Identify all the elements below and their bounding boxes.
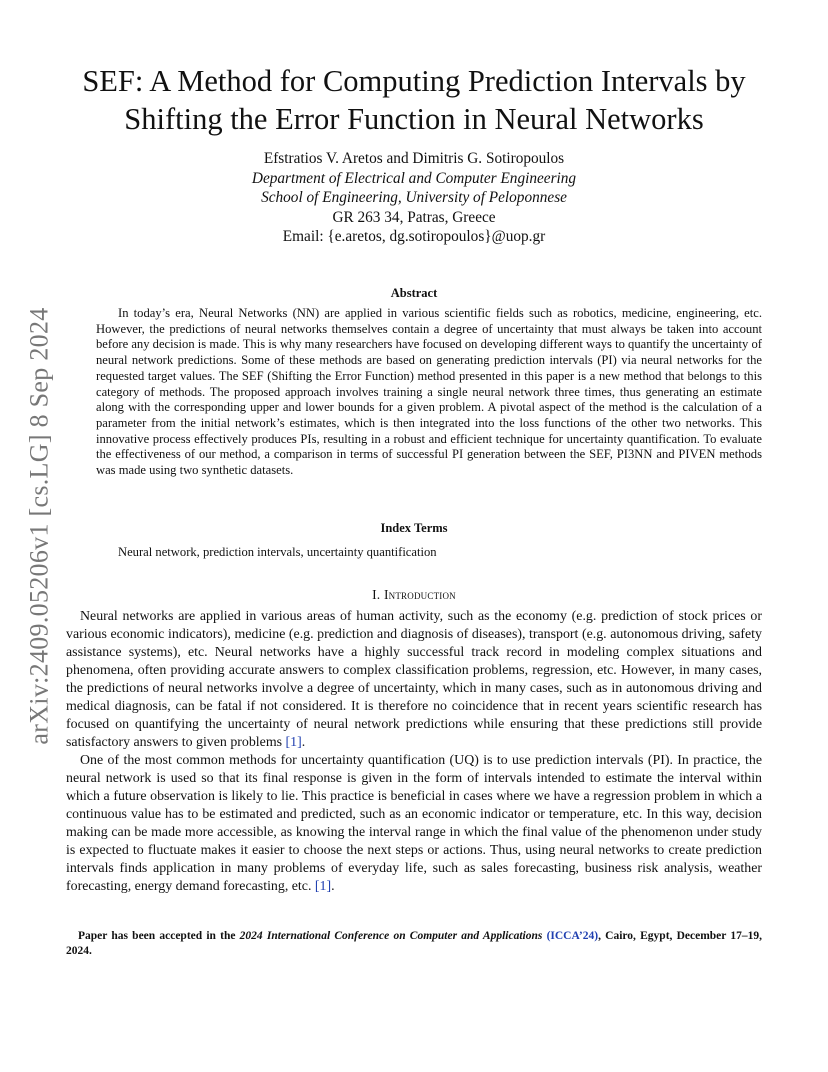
footnote-conference: 2024 International Conference on Computer and Applications [239,930,543,942]
footnote-suffix: , Cairo, Egypt, December 17–19, 2024. [66,930,762,957]
author-department: Department of Electrical and Computer Engineering [251,169,577,187]
intro-p1-end: . [301,735,306,750]
section-title: Introduction [383,587,456,602]
section-heading [0,587,828,603]
intro-p1-text: Neural networks are applied in various areas of human activity, such as the economy (e.g. prediction of stock prices or various economic indicators), medicine (e.g. prediction and diagnosis of diseases), transport (e.g. autonomous driving, safety assistance systems), etc. Neural networks have a highly successful track record in modeling complex situations and phenomena, often providing accurate answers to complex classification problems, regression, etc. However, in many cases, the predictions of neural networks involve a degree of uncertainty, which in many cases, such as in autonomous driving and medical diagnosis, can be fatal if not considered. It is therefore no coincidence that in recent years scientific research has focused on quantifying the uncertainty of neural network predictions while ensuring that these predictions still provide satisfactory answers to given problems [66,609,762,750]
abstract-heading: Abstract [390,286,438,300]
citation-link-1[interactable]: [1] [285,735,302,750]
index-terms-text: Neural network, prediction intervals, uncertainty quantification [118,545,437,559]
citation-link-2[interactable]: [1] [314,879,332,894]
intro-p2-text: One of the most common methods for uncertainty quantification (UQ) is to use prediction intervals (PI). In practice, the neural network is used so that its final response is given in the form of intervals intended to estimate the interval within which a future observation is likely to lie. This practice is beneficial in cases where we have a regression problem in which a continuous value has to be estimated and predicted, such as an economic indicator or temperature, etc. In this way, decision making can be made more accessible, as knowing the interval range in which the final value of the phenomenon under study is expected to fluctuate makes it easier to choose the next steps or actions. Thus, using neural networks to create prediction intervals finds application in many problems of everyday life, such as sales forecasting, business risk analysis, weather forecasting, energy demand forecasting, etc. [66,753,762,894]
author-address: GR 263 34, Patras, Greece [332,208,496,226]
section-number: I. [372,587,381,602]
arxiv-id-text: arXiv:2409.05206v1 [cs.LG] 8 Sep 2024 [25,307,54,745]
author-email: Email: {e.aretos, dg.sotiropoulos}@uop.gr [282,228,546,245]
intro-paragraph-2 [66,752,762,896]
paper-title: SEF: A Method for Computing Prediction Intervals by Shifting the Error Function in Neural Networks [82,64,746,136]
introduction-body [66,608,762,896]
footnote-acronym-link[interactable]: (ICCA’24) [546,930,599,942]
abstract-text: In today’s era, Neural Networks (NN) are applied in various scientific fields such as robotics, medicine, engineering, etc. However, the predictions of neural networks themselves contain a degree of uncertainty that must always be taken into account before any decision is made. This is why many researchers have focused on developing different ways to quantify the uncertainty of neural network predictions. Some of these methods are based on generating prediction intervals (PI) via neural networks for the requested target values. The SEF (Shifting the Error Function) method presented in this paper is a new method that belongs to this category of methods. The proposed approach involves training a single neural network three times, thus generating an estimate along with the corresponding upper and lower bounds for a given problem. A pivotal aspect of the method is the calculation of a parameter from the initial network’s estimates, which is then integrated into the loss functions of the other two networks. This innovative process effectively produces PIs, resulting in a robust and efficient technique for uncertainty quantification. To evaluate the effectiveness of our method, a comparison in terms of successful PI generation between the SEF, PI3NN and PIVEN methods was made using two synthetic datasets. [96,306,762,478]
intro-p2-end: . [331,879,335,894]
intro-paragraph-1 [66,608,762,752]
author-school: School of Engineering, University of Peloponnese [261,189,567,206]
author-names: Efstratios V. Aretos and Dimitris G. Sotiropoulos [263,150,565,167]
index-terms-heading: Index Terms [380,521,448,535]
footnote-prefix: Paper has been accepted in the [78,930,236,942]
author-block [140,149,688,247]
acceptance-footnote [66,929,762,959]
